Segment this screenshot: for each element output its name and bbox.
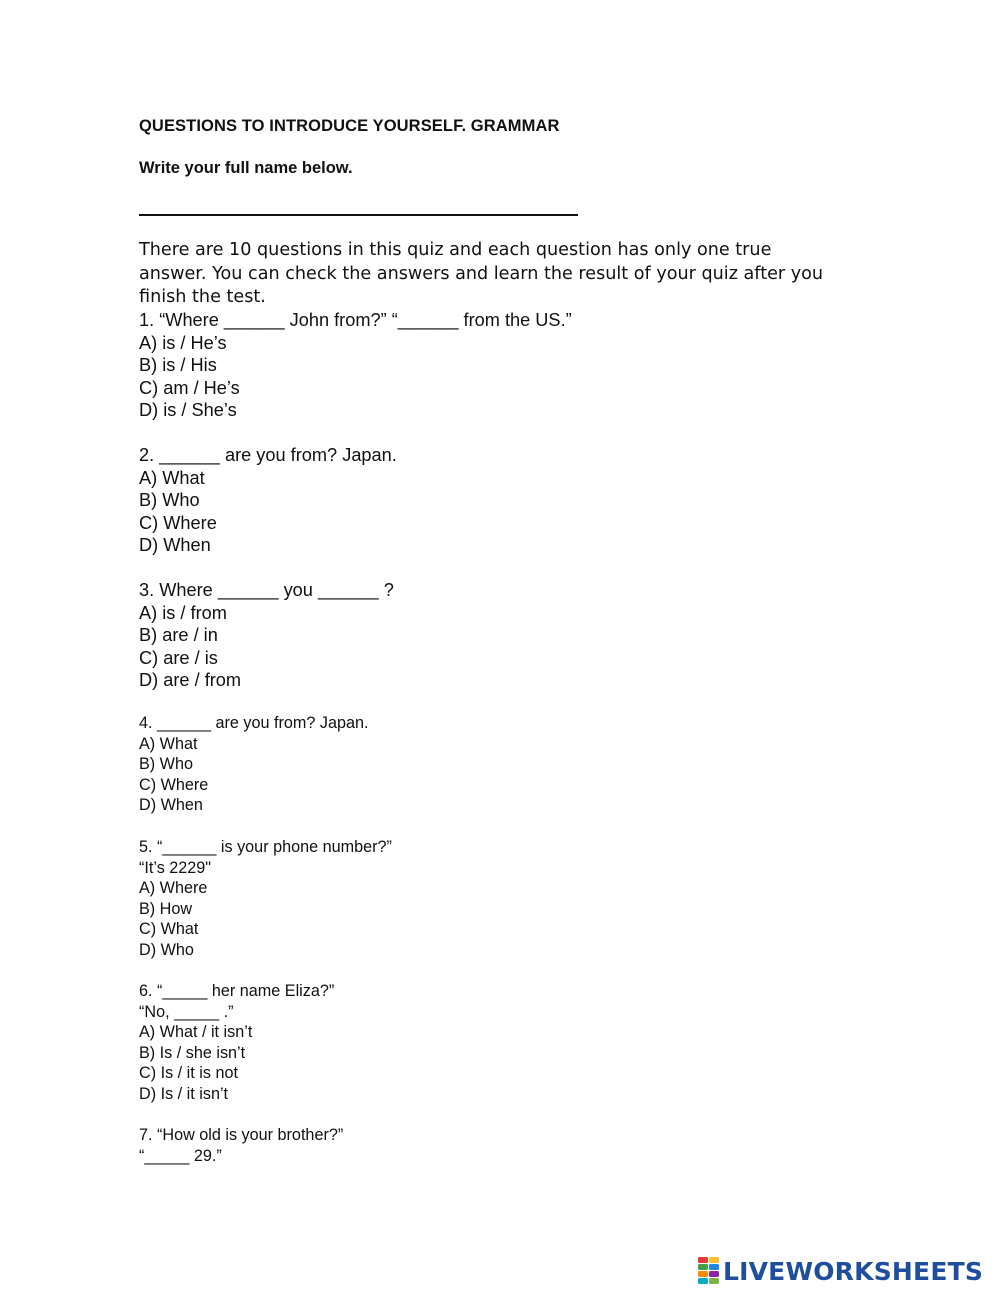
question-6-option-c: C) Is / it is not <box>139 1064 238 1083</box>
question-3-option-a: A) is / from <box>139 602 227 623</box>
question-6-text: 6. “_____ her name Eliza?” <box>139 982 335 1000</box>
question-3-option-b: B) are / in <box>139 625 218 646</box>
question-2 <box>139 444 397 557</box>
question-5-option-d: D) Who <box>139 940 194 959</box>
question-5-option-c: C) What <box>139 920 199 939</box>
question-3 <box>139 579 394 692</box>
question-2-option-c: C) Where <box>139 512 217 533</box>
question-7-answer-line: “_____ 29.” <box>139 1146 222 1165</box>
question-7-text: 7. “How old is your brother?” <box>139 1126 344 1144</box>
question-4-option-c: C) Where <box>139 775 209 794</box>
question-5-text: 5. “______ is your phone number?” <box>139 838 392 856</box>
question-4-option-d: D) When <box>139 796 203 815</box>
question-3-option-c: C) are / is <box>139 647 218 668</box>
question-4-option-b: B) Who <box>139 755 193 774</box>
question-6-option-d: D) Is / it isn’t <box>139 1084 229 1103</box>
worksheet-title: QUESTIONS TO INTRODUCE YOURSELF. GRAMMAR <box>139 117 560 135</box>
question-1 <box>139 309 572 422</box>
question-5-option-a: A) Where <box>139 879 208 898</box>
question-1-option-c: C) am / He’s <box>139 377 240 398</box>
question-4-option-a: A) What <box>139 734 198 753</box>
question-4-text: 4. ______ are you from? Japan. <box>139 714 369 732</box>
question-2-option-a: A) What <box>139 467 205 488</box>
name-instruction: Write your full name below. <box>139 159 353 177</box>
liveworksheets-wordmark: LIVEWORKSHEETS <box>723 1256 984 1286</box>
liveworksheets-logo-icon <box>698 1257 720 1285</box>
question-1-option-a: A) is / He’s <box>139 332 227 353</box>
question-5 <box>139 837 392 961</box>
question-5-option-b: B) How <box>139 899 193 918</box>
question-2-text: 2. ______ are you from? Japan. <box>139 445 397 465</box>
question-3-option-d: D) are / from <box>139 670 242 691</box>
question-2-option-d: D) When <box>139 535 211 556</box>
intro-paragraph: There are 10 questions in this quiz and each question has only one true answer. You can check the answers and learn the result of your quiz after you finish the test. <box>139 240 824 307</box>
question-1-option-d: D) is / She’s <box>139 400 237 421</box>
question-7 <box>139 1125 343 1166</box>
liveworksheets-logo <box>698 1256 983 1286</box>
question-5-answer-line: “It’s 2229" <box>139 858 212 877</box>
question-6-option-b: B) Is / she isn’t <box>139 1043 246 1062</box>
full-name-line[interactable] <box>139 214 578 216</box>
question-3-text: 3. Where ______ you ______ ? <box>139 580 394 600</box>
question-6-option-a: A) What / it isn’t <box>139 1023 253 1042</box>
question-1-text: 1. “Where ______ John from?” “______ from the US.” <box>139 310 572 330</box>
question-6-answer-line: “No, _____ .” <box>139 1002 234 1021</box>
question-2-option-b: B) Who <box>139 490 200 511</box>
question-6 <box>139 981 334 1105</box>
question-1-option-b: B) is / His <box>139 355 217 376</box>
question-4 <box>139 713 368 816</box>
